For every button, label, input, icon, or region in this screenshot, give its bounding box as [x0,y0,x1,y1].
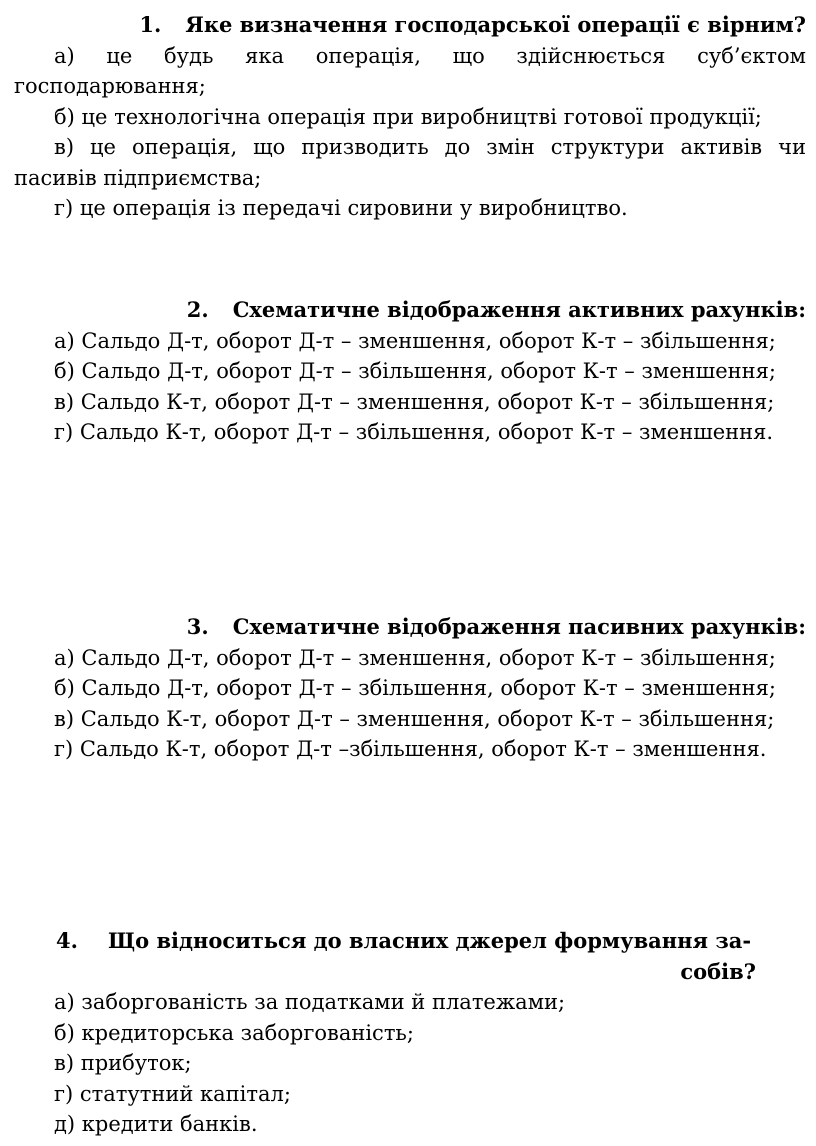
question-3 [14,612,806,765]
option-d: г) Сальдо К-т, оборот Д-т – збільшення, оборот К-т – зменшення. [54,420,774,444]
option-d: г) статутний капітал; [54,1081,291,1106]
option-b: б) Сальдо Д-т, оборот Д-т – збільшення, оборот К-т – зменшення; [54,359,776,383]
option-b: б) Сальдо Д-т, оборот Д-т – збільшення, оборот К-т – зменшення; [54,676,776,700]
question-title: Яке визначення господарської операції є вірним? [185,12,806,37]
question-number: 1. [139,12,162,37]
option-c: в) Сальдо К-т, оборот Д-т – зменшення, оборот К-т – збільшення; [54,389,775,414]
option-e: д) кредити банків. [54,1112,258,1136]
question-title-line-2: собів? [680,958,756,984]
option-b: б) це технологічна операція при виробництві готової продукції; [54,104,762,129]
question-title-line-1: Що відноситься до власних джерел формування за- [108,928,752,953]
question-1-heading [14,10,806,41]
option-c: в) прибуток; [54,1051,192,1075]
question-number: 4. [56,928,78,953]
option-d: г) це операція із передачі сировини у виробництво. [54,196,628,220]
option-a: а) це будь яка операція, що здійснюється суб’єктом господарювання; [14,43,806,98]
option-c: в) Сальдо К-т, оборот Д-т – зменшення, оборот К-т – збільшення; [54,706,775,731]
question-4 [14,926,806,1140]
option-c: в) це операція, що призводить до змін структури активів чи пасивів підприємства; [14,135,806,190]
question-3-heading [14,612,806,643]
question-number: 2. [186,297,209,322]
question-2-heading [14,295,806,326]
option-d: г) Сальдо К-т, оборот Д-т –збільшення, оборот К-т – зменшення. [54,737,767,761]
option-a: а) Сальдо Д-т, оборот Д-т – зменшення, оборот К-т – збільшення; [54,328,776,353]
question-title: Схематичне відображення пасивних рахунків: [232,614,806,639]
question-2 [14,295,806,448]
option-a: а) Сальдо Д-т, оборот Д-т – зменшення, оборот К-т – збільшення; [54,645,776,670]
question-4-heading [14,926,806,987]
question-number: 3. [186,614,209,639]
option-b: б) кредиторська заборгованість; [54,1020,414,1045]
question-1 [14,10,806,224]
question-title: Схематичне відображення активних рахунків: [232,297,806,322]
option-a: а) заборгованість за податками й платежами; [54,990,566,1014]
